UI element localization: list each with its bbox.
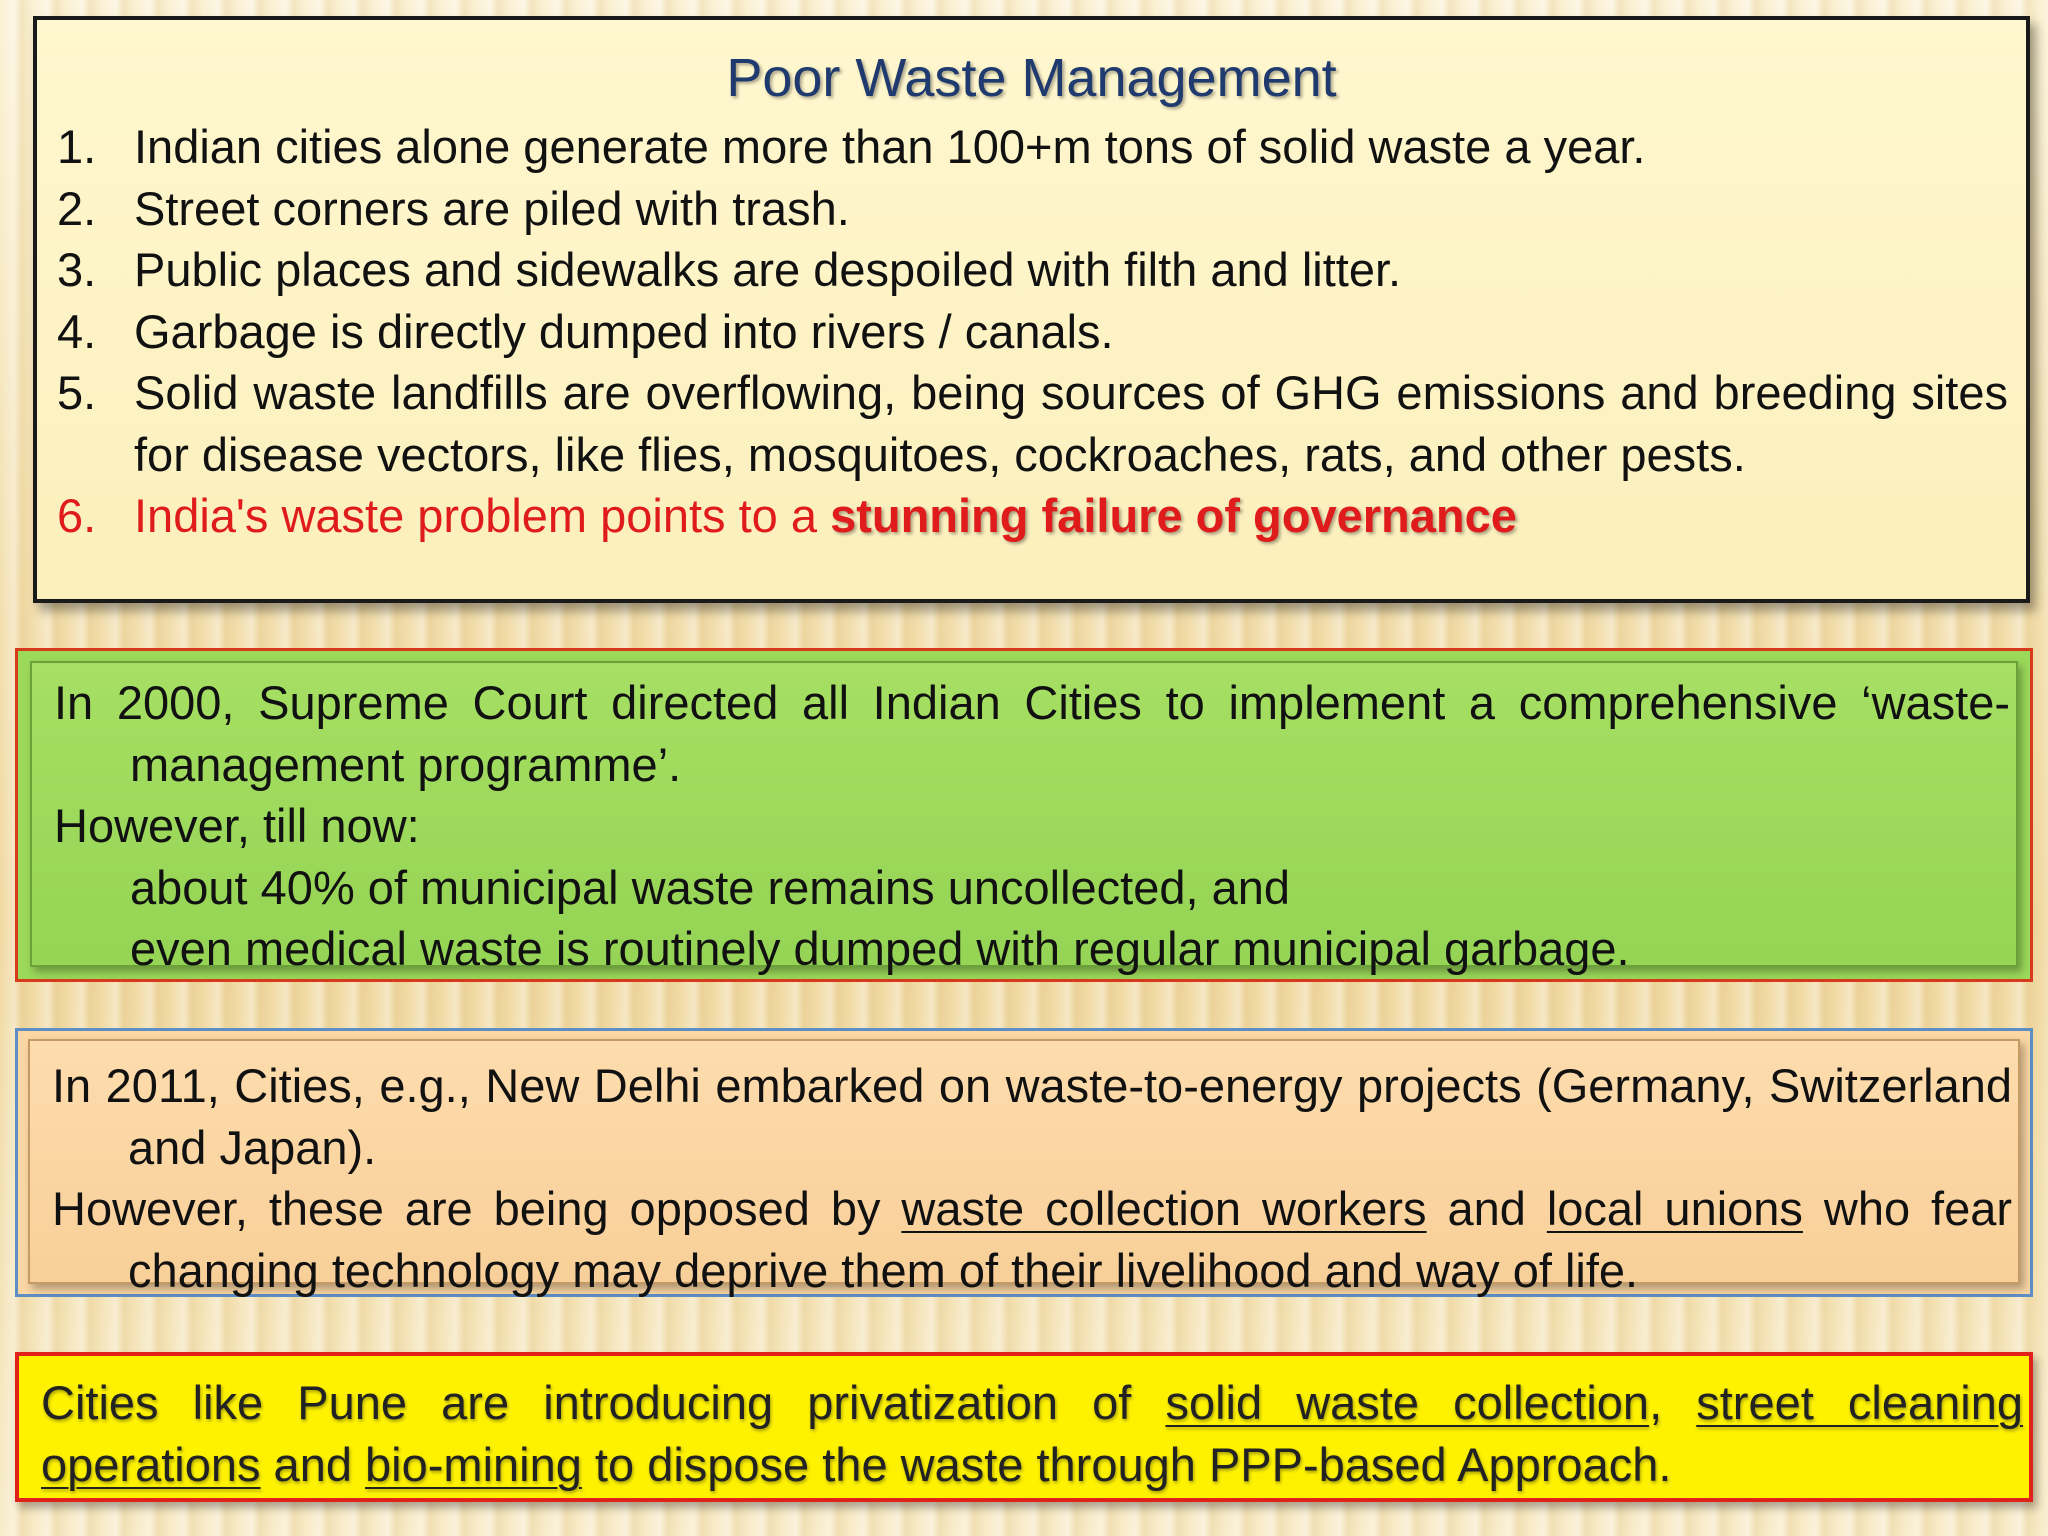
waste-to-energy-panel: [15, 1028, 2033, 1297]
opposition-text: and: [1426, 1182, 1547, 1235]
list-item-number: 1.: [57, 120, 97, 173]
pune-text-part: to dispose the waste through PPP-based Approach.: [581, 1437, 1672, 1491]
slide-title: Poor Waste Management: [726, 48, 1337, 108]
list-item: [57, 178, 2008, 240]
poor-waste-management-panel: [33, 16, 2030, 603]
list-item-text: Public places and sidewalks are despoiled with filth and litter.: [134, 243, 1402, 296]
waste-to-energy-inner-box: [28, 1039, 2020, 1297]
opposition-paragraph: [52, 1178, 2012, 1301]
list-item: [57, 362, 2008, 485]
street-cleaning-operations: street cleaning operations: [41, 1376, 2023, 1491]
list-item-text: India's waste problem points to a: [134, 489, 831, 542]
however-till-now: However, till now:: [54, 799, 420, 852]
list-item-number: 4.: [57, 304, 97, 358]
pune-text-part: Cities like Pune are introducing privatization of: [41, 1376, 1166, 1429]
list-item-governance: [57, 485, 2008, 547]
pune-text-part: ,: [1649, 1376, 1697, 1429]
pune-privatization-panel: [15, 1352, 2033, 1502]
list-item-number: 6.: [57, 489, 97, 542]
supreme-court-panel: [15, 648, 2033, 982]
list-item-text: Indian cities alone generate more than 100+m tons of solid waste a year.: [134, 120, 1646, 173]
pune-paragraph: [41, 1372, 2023, 1495]
list-item: [57, 301, 2008, 363]
bio-mining: bio-mining: [365, 1437, 582, 1491]
list-item-number: 5.: [57, 366, 97, 419]
uncollected-waste-line: about 40% of municipal waste remains uncollected, and: [130, 860, 1291, 914]
list-item-number: 3.: [57, 243, 97, 296]
pune-text-part: and: [260, 1437, 366, 1491]
local-unions: local unions: [1546, 1182, 1803, 1235]
pune-text: [41, 1372, 2023, 1495]
solid-waste-collection: solid waste collection: [1165, 1376, 1650, 1429]
new-delhi-projects: In 2011, Cities, e.g., New Delhi embarked on waste-to-energy projects (Germany, Switzerland and Japan).: [52, 1059, 2012, 1174]
list-item: [57, 239, 2008, 301]
list-item-text: Garbage is directly dumped into rivers / canals.: [134, 304, 1114, 358]
supreme-court-inner-box: [30, 661, 2018, 975]
opposition-text: who fear changing technology may deprive them of their livelihood and way of life.: [128, 1182, 2013, 1297]
waste-points-list: [57, 116, 2008, 547]
waste-collection-workers: waste collection workers: [901, 1182, 1427, 1235]
list-item-number: 2.: [57, 181, 97, 235]
waste-to-energy-text: [52, 1055, 2012, 1301]
list-item-text: Street corners are piled with trash.: [134, 181, 850, 235]
supreme-court-directive: In 2000, Supreme Court directed all Indian Cities to implement a comprehensive ‘waste-management programme’.: [54, 676, 2010, 791]
medical-waste-line: even medical waste is routinely dumped with regular municipal garbage.: [130, 922, 1630, 975]
opposition-text: However, these are being opposed by: [52, 1182, 902, 1235]
governance-emphasis: stunning failure of governance: [830, 489, 1517, 542]
supreme-court-text: [54, 672, 2010, 980]
list-item: [57, 116, 2008, 178]
list-item-text: Solid waste landfills are overflowing, being sources of GHG emissions and breeding sites for disease vectors, like flies, mosquitoes, cockroaches, rats, and other pests.: [134, 366, 2008, 481]
